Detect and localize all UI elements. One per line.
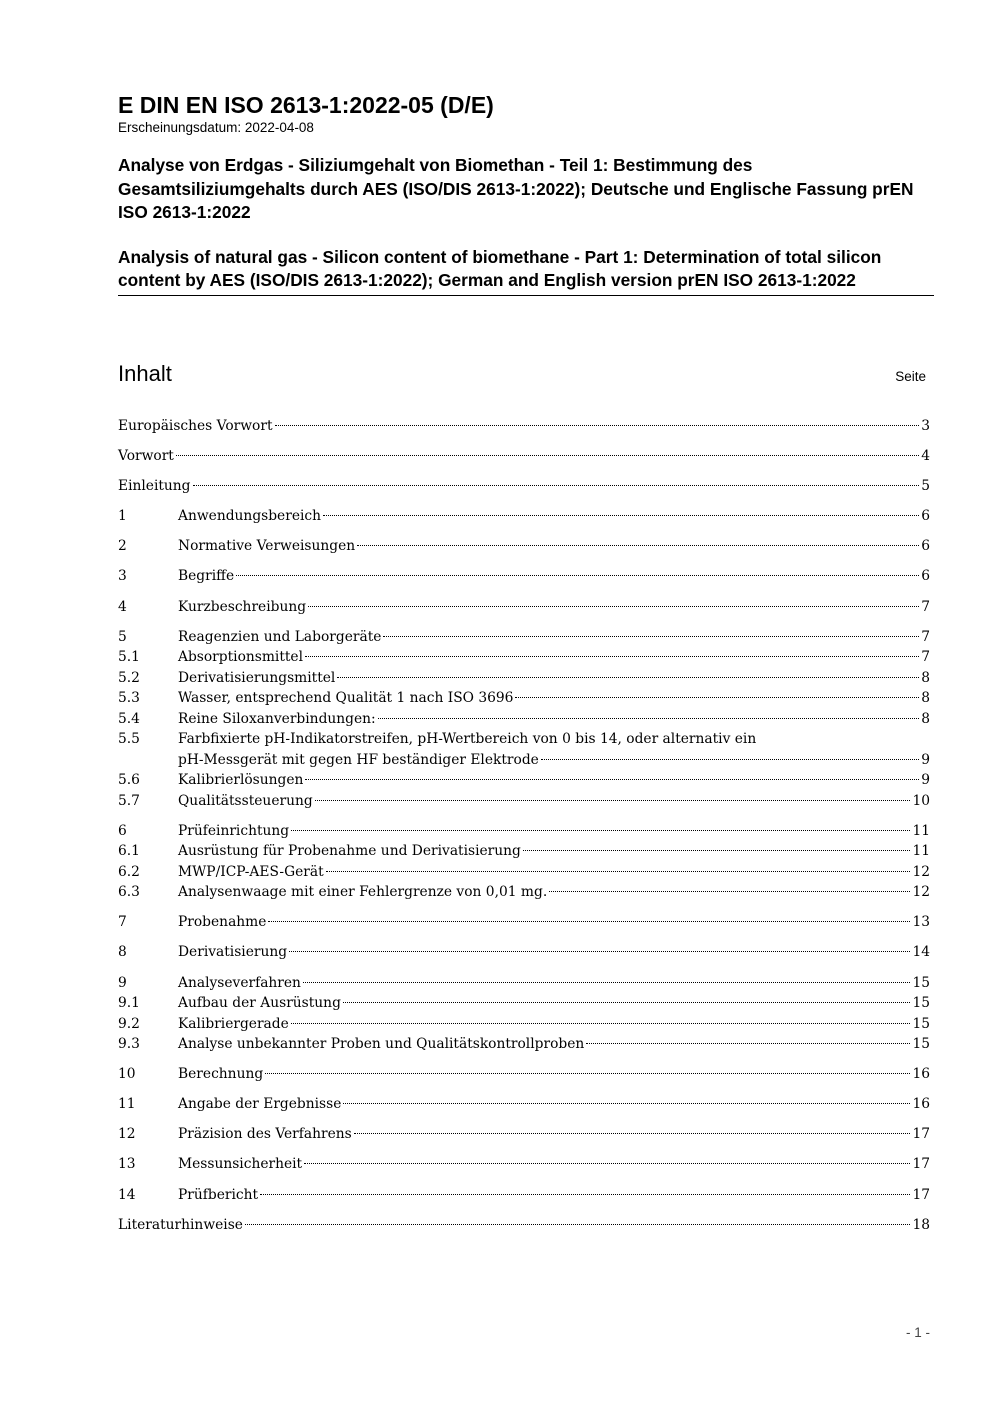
toc-entry-number: 9.2	[118, 1015, 140, 1032]
table-of-contents	[118, 416, 930, 1235]
toc-entry-number: 5.7	[118, 792, 140, 809]
toc-entry[interactable]	[118, 841, 930, 862]
toc-entry-number: 5.2	[118, 669, 140, 686]
dot-leader	[289, 950, 910, 952]
toc-entry-label: Analyse unbekannter Proben und Qualitätskontrollproben	[178, 1036, 585, 1053]
toc-entry-label: Angabe der Ergebnisse	[178, 1096, 342, 1113]
toc-entry[interactable]	[118, 1154, 930, 1175]
toc-entry-page: 9	[921, 772, 930, 789]
toc-entry-page: 12	[912, 863, 930, 880]
toc-entry-number: 11	[118, 1096, 136, 1113]
toc-page-column-label: Seite	[895, 369, 926, 384]
toc-entry[interactable]	[118, 729, 930, 770]
toc-entry-label: Ausrüstung für Probenahme und Derivatisierung	[178, 843, 521, 860]
toc-entry-label: Einleitung	[118, 478, 191, 495]
toc-entry-label: Absorptionsmittel	[178, 649, 304, 666]
toc-entry[interactable]	[118, 668, 930, 689]
dot-leader	[323, 514, 919, 516]
toc-entry-label: Literaturhinweise	[118, 1216, 243, 1233]
toc-entry-label: Analysenwaage mit einer Fehlergrenze von 0,01 mg.	[178, 884, 548, 901]
toc-entry[interactable]	[118, 1185, 930, 1206]
toc-entry-page: 16	[912, 1066, 930, 1083]
toc-entry[interactable]	[118, 770, 930, 791]
toc-entry[interactable]	[118, 862, 930, 883]
toc-entry-number: 2	[118, 538, 127, 555]
toc-entry-number: 10	[118, 1066, 136, 1083]
toc-entry-number: 14	[118, 1186, 136, 1203]
toc-entry-number: 5.4	[118, 710, 140, 727]
toc-entry-number: 4	[118, 598, 127, 615]
dot-leader	[305, 778, 919, 780]
toc-entry-label: Vorwort	[118, 448, 174, 465]
toc-entry-label: Prüfeinrichtung	[178, 822, 290, 839]
toc-entry-number: 3	[118, 568, 127, 585]
dot-leader	[523, 849, 911, 851]
toc-entry-page: 8	[921, 669, 930, 686]
toc-entry-number: 5	[118, 628, 127, 645]
dot-leader	[337, 676, 919, 678]
toc-entry[interactable]	[118, 942, 930, 963]
toc-entry-page: 5	[921, 478, 930, 495]
toc-entry-label: Prüfbericht	[178, 1186, 259, 1203]
toc-entry-number: 5.5	[118, 731, 140, 748]
title-german: Analyse von Erdgas - Siliziumgehalt von Biomethan - Teil 1: Bestimmung des Gesamtsiliziumgehalts durch AES (ISO/DIS 2613-1:2022); Deutsche und Englische Fassung prEN ISO 2613-1:2022	[118, 155, 914, 222]
dot-leader	[291, 1022, 911, 1024]
toc-entry[interactable]	[118, 566, 930, 587]
toc-entry-page: 15	[912, 1015, 930, 1032]
toc-entry-label: MWP/ICP-AES-Gerät	[178, 863, 324, 880]
publication-date: Erscheinungsdatum: 2022-04-08	[118, 120, 314, 135]
toc-entry[interactable]	[118, 912, 930, 933]
toc-entry-page: 14	[912, 944, 930, 961]
dot-leader	[275, 424, 920, 426]
toc-entry-page: 12	[912, 884, 930, 901]
toc-entry-number: 6.1	[118, 843, 140, 860]
dot-leader	[515, 696, 919, 698]
toc-entry[interactable]	[118, 821, 930, 842]
dot-leader	[357, 544, 919, 546]
toc-entry[interactable]	[118, 446, 930, 467]
toc-entry[interactable]	[118, 476, 930, 497]
toc-entry-number: 9.1	[118, 995, 140, 1012]
toc-entry-page: 15	[912, 974, 930, 991]
toc-entry-label-line1: Farbfixierte pH-Indikatorstreifen, pH-Wertbereich von 0 bis 14, oder alternativ ein	[178, 731, 757, 748]
toc-entry-label: Aufbau der Ausrüstung	[178, 995, 341, 1012]
dot-leader	[586, 1042, 910, 1044]
dot-leader	[541, 758, 919, 760]
toc-entry-number: 6.2	[118, 863, 140, 880]
toc-entry-label: Reine Siloxanverbindungen:	[178, 710, 376, 727]
toc-entry-page: 17	[912, 1126, 930, 1143]
toc-entry[interactable]	[118, 1124, 930, 1145]
toc-entry-page: 11	[912, 822, 930, 839]
dot-leader	[268, 920, 910, 922]
dot-leader	[245, 1223, 910, 1225]
document-header	[118, 91, 934, 296]
toc-entry[interactable]	[118, 993, 930, 1014]
toc-entry-label: Berechnung	[178, 1066, 264, 1083]
toc-entry-number: 5.6	[118, 772, 140, 789]
toc-entry-label: Normative Verweisungen	[178, 538, 356, 555]
toc-entry-label: Probenahme	[178, 914, 267, 931]
dot-leader	[315, 799, 911, 801]
toc-entry-label: Derivatisierungsmittel	[178, 669, 336, 686]
toc-entry-page: 13	[912, 914, 930, 931]
document-id: E DIN EN ISO 2613-1:2022-05 (D/E)	[118, 92, 494, 118]
toc-entry-page: 3	[921, 418, 930, 434]
dot-leader	[303, 981, 910, 983]
toc-entry-page: 7	[921, 598, 930, 615]
toc-entry-number: 5.1	[118, 649, 140, 666]
toc-entry-page: 15	[912, 995, 930, 1012]
toc-entry-page: 8	[921, 690, 930, 707]
toc-entry[interactable]	[118, 709, 930, 730]
toc-entry-number: 9.3	[118, 1036, 140, 1053]
toc-entry-label: Kurzbeschreibung	[178, 598, 307, 615]
page-number: - 1 -	[905, 1325, 930, 1340]
dot-leader	[305, 655, 919, 657]
dot-leader	[343, 1102, 910, 1104]
dot-leader	[378, 717, 920, 719]
toc-entry-page: 6	[921, 568, 930, 585]
toc-entry[interactable]	[118, 688, 930, 709]
toc-entry[interactable]	[118, 416, 930, 437]
toc-entry-number: 7	[118, 914, 127, 931]
toc-entry-page: 11	[912, 843, 930, 860]
dot-leader	[326, 870, 911, 872]
toc-entry-page: 6	[921, 508, 930, 525]
toc-entry[interactable]	[118, 536, 930, 557]
dot-leader	[354, 1132, 911, 1134]
toc-entry-page: 4	[921, 448, 930, 465]
toc-entry-label: Wasser, entsprechend Qualität 1 nach ISO 3696	[178, 690, 514, 707]
toc-entry[interactable]	[118, 791, 930, 812]
dot-leader	[236, 574, 919, 576]
toc-entry-label: Kalibrierlösungen	[178, 772, 304, 789]
toc-entry-page: 16	[912, 1096, 930, 1113]
toc-heading-row	[118, 360, 926, 390]
dot-leader	[291, 829, 910, 831]
toc-entry-page: 7	[921, 649, 930, 666]
toc-entry-page: 17	[912, 1156, 930, 1173]
toc-entry[interactable]	[118, 1034, 930, 1055]
toc-entry[interactable]	[118, 973, 930, 994]
dot-leader	[304, 1162, 910, 1164]
toc-entry-label: Qualitätssteuerung	[178, 792, 313, 809]
toc-entry-page: 9	[921, 751, 930, 768]
toc-entry-page: 15	[912, 1036, 930, 1053]
toc-entry-label: Anwendungsbereich	[178, 508, 322, 525]
dot-leader	[549, 890, 910, 892]
toc-entry-number: 6.3	[118, 884, 140, 901]
toc-entry-label: Analyseverfahren	[178, 974, 301, 991]
dot-leader	[265, 1072, 910, 1074]
toc-entry[interactable]	[118, 1094, 930, 1115]
toc-entry-page: 17	[912, 1186, 930, 1203]
dot-leader	[260, 1193, 910, 1195]
toc-entry-label: Europäisches Vorwort	[118, 418, 273, 434]
toc-entry-label: Messunsicherheit	[178, 1156, 303, 1173]
toc-entry[interactable]	[118, 597, 930, 618]
toc-entry-number: 1	[118, 508, 127, 525]
toc-entry-label-line2: pH-Messgerät mit gegen HF beständiger Elektrode	[178, 751, 539, 768]
dot-leader	[176, 454, 919, 456]
toc-entry-page: 6	[921, 538, 930, 555]
toc-entry[interactable]	[118, 627, 930, 648]
toc-entry[interactable]	[118, 1215, 930, 1236]
toc-entry-number: 12	[118, 1126, 136, 1143]
toc-entry-label: Derivatisierung	[178, 944, 288, 961]
toc-title: Inhalt	[118, 361, 172, 386]
toc-entry-page: 7	[921, 628, 930, 645]
toc-entry-label: Begriffe	[178, 568, 235, 585]
toc-entry[interactable]	[118, 1014, 930, 1035]
toc-entry-label: Kalibriergerade	[178, 1015, 289, 1032]
toc-entry-label: Präzision des Verfahrens	[178, 1126, 352, 1143]
title-english: Analysis of natural gas - Silicon content of biomethane - Part 1: Determination of total silicon content by AES (ISO/DIS 2613-1:2022); German and English version prEN ISO 2613-1:2022	[118, 246, 934, 296]
toc-entry[interactable]	[118, 647, 930, 668]
toc-entry[interactable]	[118, 882, 930, 903]
toc-entry-label: Reagenzien und Laborgeräte	[178, 628, 382, 645]
toc-entry[interactable]	[118, 1064, 930, 1085]
toc-entry-number: 6	[118, 822, 127, 839]
toc-entry-number: 8	[118, 944, 127, 961]
dot-leader	[383, 635, 919, 637]
toc-entry-number: 9	[118, 974, 127, 991]
dot-leader	[308, 605, 919, 607]
dot-leader	[343, 1001, 911, 1003]
toc-entry-page: 18	[912, 1216, 930, 1233]
toc-entry-page: 8	[921, 710, 930, 727]
toc-entry-number: 13	[118, 1156, 136, 1173]
dot-leader	[193, 484, 920, 486]
toc-entry-page: 10	[912, 792, 930, 809]
toc-entry-number: 5.3	[118, 690, 140, 707]
toc-entry[interactable]	[118, 506, 930, 527]
